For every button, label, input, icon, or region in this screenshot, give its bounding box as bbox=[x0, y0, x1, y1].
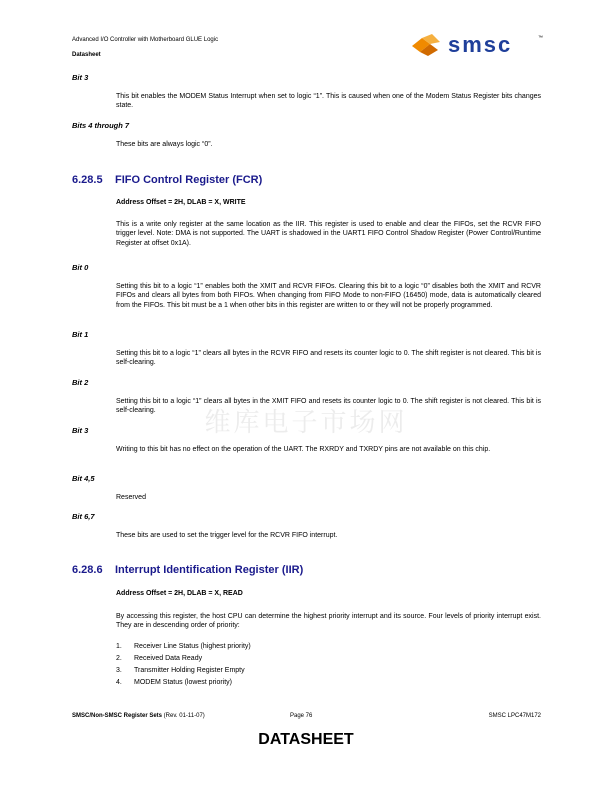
datasheet-banner: DATASHEET bbox=[258, 731, 354, 748]
fcr-bit3-label: Bit 3 bbox=[72, 426, 89, 435]
footer-doc-title: SMSC/Non-SMSC Register Sets bbox=[72, 713, 163, 719]
bits47-label: Bits 4 through 7 bbox=[72, 121, 130, 130]
fcr-bit0-label: Bit 0 bbox=[72, 263, 89, 272]
fcr-bit45-text: Reserved bbox=[116, 494, 146, 501]
bits47-text: These bits are always logic “0”. bbox=[116, 141, 213, 148]
footer-page-number: Page 76 bbox=[290, 713, 313, 719]
fcr-bit1-text: Setting this bit to a logic “1” clears all bytes in the RCVR FIFO and resets its counter logic to 0. The shift register is not cleared. This bit is self-clearing. bbox=[116, 350, 541, 367]
footer-left bbox=[72, 713, 205, 719]
list-item: 3. Transmitter Holding Register Empty bbox=[116, 667, 245, 674]
iir-section-title: Interrupt Identification Register (IIR) bbox=[115, 564, 304, 576]
smsc-logo bbox=[408, 34, 544, 58]
iir-address: Address Offset = 2H, DLAB = X, READ bbox=[116, 590, 243, 597]
fcr-section-number: 6.28.5 bbox=[72, 174, 103, 186]
fcr-bit0-text: Setting this bit to a logic “1” enables both the XMIT and RCVR FIFOs. Clearing this bit to a logic “0” disables both the XMIT and RCVR FIFOs and clears all bytes from both FIFOs. When changing from FIFO Mode to non-FIFO (16450) mode, data is automatically cleared from the FIFOs. This bit must be a 1 when other bits in this register are written to or they will not be properly programmed. bbox=[116, 283, 541, 309]
fcr-bit67-label: Bit 6,7 bbox=[72, 512, 95, 521]
fcr-bit67-text: These bits are used to set the trigger level for the RCVR FIFO interrupt. bbox=[116, 532, 338, 539]
logo-trademark: ™ bbox=[538, 35, 543, 41]
smsc-diamond-icon bbox=[408, 34, 448, 58]
fcr-heading bbox=[72, 174, 262, 186]
header-title: Advanced I/O Controller with Motherboard GLUE Logic bbox=[72, 37, 219, 43]
iir-heading bbox=[72, 564, 303, 576]
bit3-text: This bit enables the MODEM Status Interrupt when set to logic “1”. This is caused when one of the Modem Status Register bits changes state. bbox=[116, 93, 541, 110]
bit3-label: Bit 3 bbox=[72, 73, 89, 82]
fcr-address: Address Offset = 2H, DLAB = X, WRITE bbox=[116, 199, 246, 206]
fcr-bit2-label: Bit 2 bbox=[72, 378, 89, 387]
fcr-bit45-label: Bit 4,5 bbox=[72, 474, 95, 483]
footer-revision: (Rev. 01-11-07) bbox=[162, 713, 205, 719]
header-subtitle: Datasheet bbox=[72, 52, 101, 58]
fcr-intro: This is a write only register at the same location as the IIR. This register is used to enable and clear the FIFOs, set the RCVR FIFO trigger level. Note: DMA is not supported. The UART is shadowed in the UART1 FIFO Control Shadow Register (Power Control/Runtime Register at offset 0x1A). bbox=[116, 221, 541, 247]
list-item: 1. Receiver Line Status (highest priority) bbox=[116, 643, 251, 650]
priority-list bbox=[116, 643, 251, 691]
iir-intro: By accessing this register, the host CPU can determine the highest priority interrupt and its source. Four levels of priority interrupt exist. They are in descending order of priority: bbox=[116, 613, 541, 630]
fcr-section-title: FIFO Control Register (FCR) bbox=[115, 174, 263, 186]
list-item: 2. Received Data Ready bbox=[116, 655, 203, 662]
fcr-bit3-text: Writing to this bit has no effect on the operation of the UART. The RXRDY and TXRDY pins are not available on this chip. bbox=[116, 446, 491, 453]
logo-text: smsc bbox=[448, 32, 513, 57]
footer-part-number: SMSC LPC47M172 bbox=[488, 713, 541, 719]
list-item: 4. MODEM Status (lowest priority) bbox=[116, 679, 233, 686]
watermark: 维库电子市场网 bbox=[204, 408, 408, 438]
iir-section-number: 6.28.6 bbox=[72, 564, 103, 576]
fcr-bit2-text: Setting this bit to a logic “1” clears all bytes in the XMIT FIFO and resets its counter logic to 0. The shift register is not cleared. This bit is self-clearing. bbox=[116, 398, 541, 415]
fcr-bit1-label: Bit 1 bbox=[72, 330, 89, 339]
